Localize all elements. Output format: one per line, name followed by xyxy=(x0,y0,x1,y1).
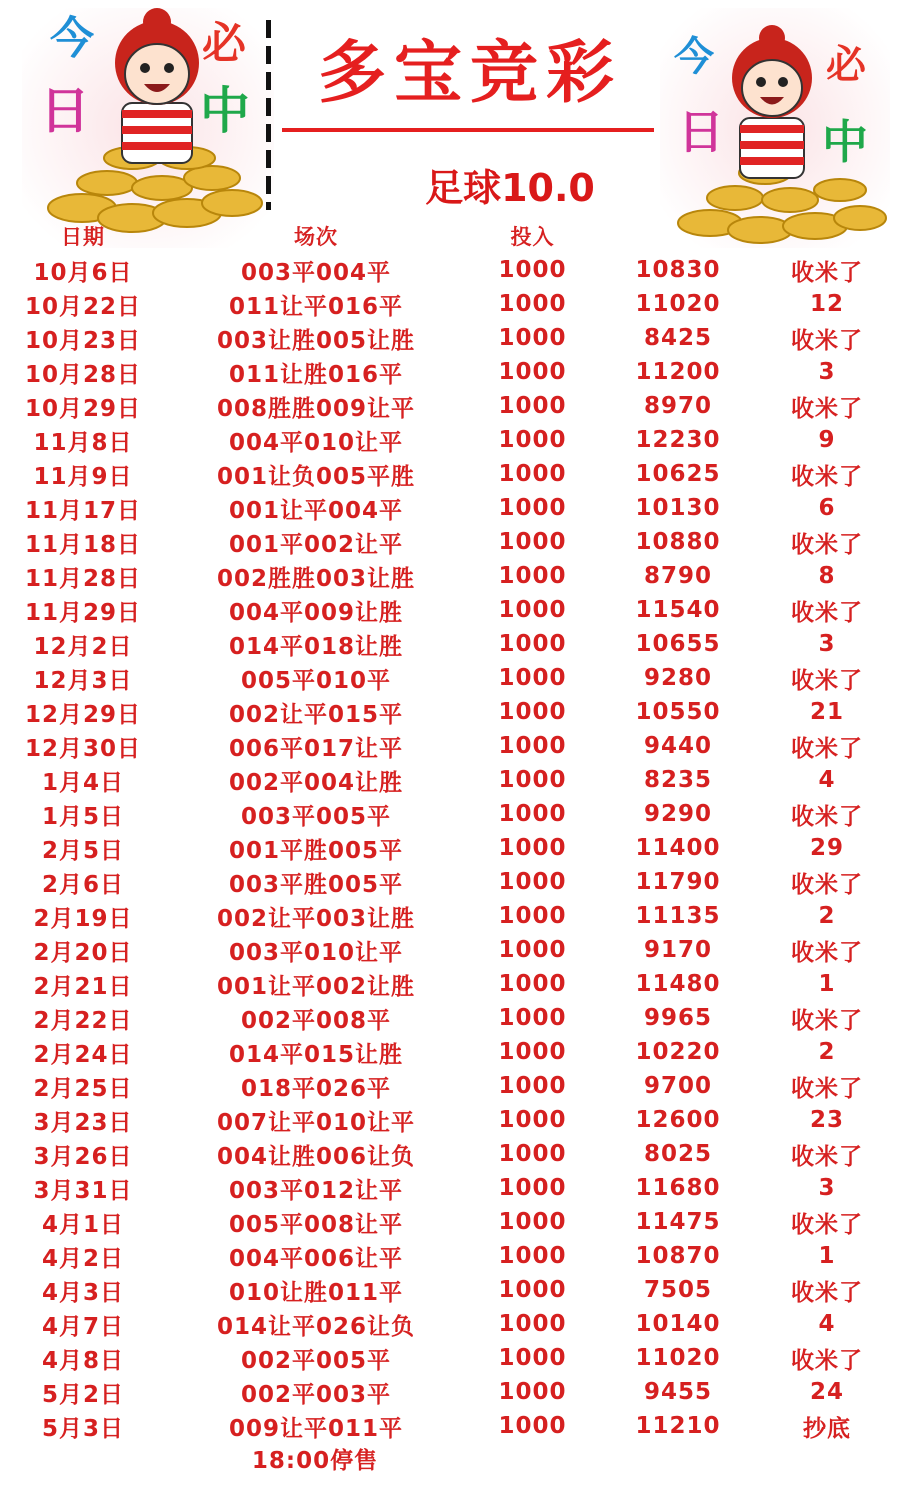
cell-date: 12月2日 xyxy=(33,633,133,660)
cell-date: 5月2日 xyxy=(41,1381,124,1408)
cell-stake: 1000 xyxy=(498,1379,567,1405)
cell-date: 3月23日 xyxy=(33,1109,133,1136)
cell-status: 9 xyxy=(818,427,836,453)
cell-stake: 1000 xyxy=(498,1277,567,1303)
cell-date: 2月22日 xyxy=(33,1007,133,1034)
cell-status: 收米了 xyxy=(791,1211,863,1238)
cell-match: 003平004平 xyxy=(240,259,392,286)
table-row xyxy=(0,1205,897,1239)
cell-stake: 1000 xyxy=(498,767,567,793)
cell-stake: 1000 xyxy=(498,597,567,623)
cell-status: 收米了 xyxy=(791,327,863,354)
cell-match: 005平010平 xyxy=(240,667,392,694)
table-row xyxy=(0,1375,897,1409)
cell-return: 10625 xyxy=(635,461,721,487)
cell-status: 23 xyxy=(809,1107,844,1133)
cell-stake: 1000 xyxy=(498,393,567,419)
cell-match: 014平015让胜 xyxy=(228,1041,404,1068)
header-match: 场次 xyxy=(294,225,338,249)
cell-match: 002平003平 xyxy=(240,1381,392,1408)
cell-status: 收米了 xyxy=(791,939,863,966)
table-row xyxy=(0,695,897,729)
cell-return: 9170 xyxy=(643,937,712,963)
cell-status: 抄底 xyxy=(803,1415,851,1442)
cell-match: 001平胜005平 xyxy=(228,837,404,864)
cell-status: 收米了 xyxy=(791,599,863,626)
cell-stake: 1000 xyxy=(498,359,567,385)
cell-match: 009让平011平 xyxy=(228,1415,404,1442)
cell-return: 11540 xyxy=(635,597,721,623)
cell-return: 9700 xyxy=(643,1073,712,1099)
table-row xyxy=(0,1137,897,1171)
cell-match: 010让胜011平 xyxy=(228,1279,404,1306)
cell-date: 11月9日 xyxy=(33,463,133,490)
cell-match: 004平010让平 xyxy=(228,429,404,456)
table-row xyxy=(0,1069,897,1103)
cell-stake: 1000 xyxy=(498,971,567,997)
table-row xyxy=(0,865,897,899)
page-title: 多宝竞彩 xyxy=(317,33,622,113)
results-table xyxy=(0,219,897,1443)
zhong-glyph: 中 xyxy=(822,115,868,169)
table-row xyxy=(0,1341,897,1375)
cell-status: 12 xyxy=(809,291,844,317)
cell-date: 2月6日 xyxy=(41,871,124,898)
cell-date: 3月31日 xyxy=(33,1177,133,1204)
cell-status: 24 xyxy=(809,1379,844,1405)
cell-date: 2月20日 xyxy=(33,939,133,966)
jin-glyph: 今 xyxy=(674,34,714,80)
cell-stake: 1000 xyxy=(498,1039,567,1065)
cell-return: 11480 xyxy=(635,971,721,997)
cell-return: 9455 xyxy=(643,1379,712,1405)
cell-return: 9965 xyxy=(643,1005,712,1031)
cell-stake: 1000 xyxy=(498,801,567,827)
cell-date: 11月28日 xyxy=(24,565,141,592)
cell-date: 2月21日 xyxy=(33,973,133,1000)
stop-sale-note: 18:00停售 xyxy=(251,1448,379,1474)
cell-status: 收米了 xyxy=(791,463,863,490)
cell-stake: 1000 xyxy=(498,427,567,453)
cell-stake: 1000 xyxy=(498,495,567,521)
cell-status: 收米了 xyxy=(791,871,863,898)
cell-match: 004平006让平 xyxy=(228,1245,404,1272)
cell-match: 005平008让平 xyxy=(228,1211,404,1238)
title-underline xyxy=(282,128,654,132)
cell-return: 11790 xyxy=(635,869,721,895)
cell-stake: 1000 xyxy=(498,1413,567,1439)
cell-match: 002平004让胜 xyxy=(228,769,404,796)
cell-return: 11475 xyxy=(635,1209,721,1235)
cell-stake: 1000 xyxy=(498,1175,567,1201)
cell-status: 收米了 xyxy=(791,1075,863,1102)
table-row xyxy=(0,253,897,287)
cell-status: 3 xyxy=(818,631,836,657)
cell-return: 8025 xyxy=(643,1141,712,1167)
cell-return: 9290 xyxy=(643,801,712,827)
cell-stake: 1000 xyxy=(498,699,567,725)
cell-match: 003平012让平 xyxy=(228,1177,404,1204)
table-row xyxy=(0,491,897,525)
cell-date: 10月23日 xyxy=(24,327,141,354)
cell-stake: 1000 xyxy=(498,1073,567,1099)
cell-return: 9280 xyxy=(643,665,712,691)
cell-return: 11400 xyxy=(635,835,721,861)
cell-date: 4月8日 xyxy=(41,1347,124,1374)
cell-stake: 1000 xyxy=(498,665,567,691)
table-row xyxy=(0,1409,897,1443)
cell-status: 收米了 xyxy=(791,1143,863,1170)
cell-status: 收米了 xyxy=(791,735,863,762)
jin-glyph: 今 xyxy=(50,13,94,64)
cell-match: 014让平026让负 xyxy=(216,1313,416,1340)
cell-date: 4月3日 xyxy=(41,1279,124,1306)
cell-stake: 1000 xyxy=(498,1107,567,1133)
cell-match: 002让平015平 xyxy=(228,701,404,728)
cell-status: 收米了 xyxy=(791,531,863,558)
table-row xyxy=(0,763,897,797)
cell-date: 4月7日 xyxy=(41,1313,124,1340)
dashed-divider xyxy=(266,20,271,210)
cell-match: 001让平002让胜 xyxy=(216,973,416,1000)
cell-stake: 1000 xyxy=(498,631,567,657)
cell-return: 8790 xyxy=(643,563,712,589)
cell-date: 11月8日 xyxy=(33,429,133,456)
cell-match: 001让负005平胜 xyxy=(216,463,416,490)
table-row xyxy=(0,559,897,593)
table-row xyxy=(0,797,897,831)
cell-status: 8 xyxy=(818,563,836,589)
cell-stake: 1000 xyxy=(498,1243,567,1269)
cell-return: 10880 xyxy=(635,529,721,555)
cell-match: 002让平003让胜 xyxy=(216,905,416,932)
cell-return: 11020 xyxy=(635,291,721,317)
table-row xyxy=(0,729,897,763)
cell-date: 4月1日 xyxy=(41,1211,124,1238)
cell-stake: 1000 xyxy=(498,733,567,759)
cell-status: 收米了 xyxy=(791,667,863,694)
table-row xyxy=(0,1171,897,1205)
cell-status: 收米了 xyxy=(791,395,863,422)
cell-status: 收米了 xyxy=(791,803,863,830)
cell-match: 014平018让胜 xyxy=(228,633,404,660)
cell-match: 008胜胜009让平 xyxy=(216,395,416,422)
table-row xyxy=(0,899,897,933)
table-row xyxy=(0,831,897,865)
table-row xyxy=(0,1035,897,1069)
cell-status: 29 xyxy=(809,835,844,861)
cell-date: 3月26日 xyxy=(33,1143,133,1170)
cell-date: 12月29日 xyxy=(24,701,141,728)
cell-status: 4 xyxy=(818,1311,836,1337)
cell-return: 12230 xyxy=(635,427,721,453)
cell-date: 10月29日 xyxy=(24,395,141,422)
cell-stake: 1000 xyxy=(498,1005,567,1031)
cell-match: 003平胜005平 xyxy=(228,871,404,898)
cell-date: 5月3日 xyxy=(41,1415,124,1442)
mascot-coins-image-left xyxy=(22,8,274,248)
cell-return: 9440 xyxy=(643,733,712,759)
cell-status: 收米了 xyxy=(791,1347,863,1374)
cell-stake: 1000 xyxy=(498,563,567,589)
cell-status: 1 xyxy=(818,1243,836,1269)
table-row xyxy=(0,661,897,695)
cell-match: 002胜胜003让胜 xyxy=(216,565,416,592)
cell-return: 10140 xyxy=(635,1311,721,1337)
cell-return: 10130 xyxy=(635,495,721,521)
cell-date: 1月5日 xyxy=(41,803,124,830)
cell-status: 2 xyxy=(818,903,836,929)
bi-glyph: 必 xyxy=(826,42,866,88)
cell-stake: 1000 xyxy=(498,869,567,895)
table-row xyxy=(0,355,897,389)
cell-stake: 1000 xyxy=(498,937,567,963)
cell-return: 11020 xyxy=(635,1345,721,1371)
cell-stake: 1000 xyxy=(498,1311,567,1337)
cell-stake: 1000 xyxy=(498,325,567,351)
table-row xyxy=(0,287,897,321)
cell-return: 10655 xyxy=(635,631,721,657)
cell-stake: 1000 xyxy=(498,1345,567,1371)
bi-glyph: 必 xyxy=(202,18,246,69)
table-row xyxy=(0,1273,897,1307)
table-row xyxy=(0,457,897,491)
page-subtitle: 足球10.0 xyxy=(425,166,595,210)
cell-return: 8235 xyxy=(643,767,712,793)
cell-date: 12月30日 xyxy=(24,735,141,762)
cell-date: 2月19日 xyxy=(33,905,133,932)
cell-date: 12月3日 xyxy=(33,667,133,694)
cell-date: 1月4日 xyxy=(41,769,124,796)
cell-return: 10550 xyxy=(635,699,721,725)
cell-return: 10830 xyxy=(635,257,721,283)
cell-date: 2月24日 xyxy=(33,1041,133,1068)
table-row xyxy=(0,1307,897,1341)
cell-match: 001平002让平 xyxy=(228,531,404,558)
cell-match: 004平009让胜 xyxy=(228,599,404,626)
cell-match: 003平005平 xyxy=(240,803,392,830)
cell-status: 收米了 xyxy=(791,259,863,286)
cell-match: 004让胜006让负 xyxy=(216,1143,416,1170)
table-row xyxy=(0,1103,897,1137)
table-row xyxy=(0,1001,897,1035)
cell-return: 11135 xyxy=(635,903,721,929)
cell-match: 001让平004平 xyxy=(228,497,404,524)
table-row xyxy=(0,593,897,627)
ri-glyph: 日 xyxy=(678,105,724,159)
cell-date: 10月28日 xyxy=(24,361,141,388)
cell-match: 006平017让平 xyxy=(228,735,404,762)
cell-stake: 1000 xyxy=(498,1209,567,1235)
ri-glyph: 日 xyxy=(40,82,90,140)
cell-date: 11月18日 xyxy=(24,531,141,558)
cell-return: 11210 xyxy=(635,1413,721,1439)
cell-match: 003让胜005让胜 xyxy=(216,327,416,354)
cell-match: 007让平010让平 xyxy=(216,1109,416,1136)
cell-stake: 1000 xyxy=(498,529,567,555)
cell-return: 11200 xyxy=(635,359,721,385)
cell-date: 4月2日 xyxy=(41,1245,124,1272)
cell-status: 2 xyxy=(818,1039,836,1065)
cell-stake: 1000 xyxy=(498,291,567,317)
cell-status: 收米了 xyxy=(791,1279,863,1306)
cell-date: 10月22日 xyxy=(24,293,141,320)
table-row xyxy=(0,525,897,559)
cell-status: 3 xyxy=(818,359,836,385)
cell-match: 002平008平 xyxy=(240,1007,392,1034)
header-stake: 投入 xyxy=(510,225,555,249)
cell-return: 7505 xyxy=(643,1277,712,1303)
cell-status: 3 xyxy=(818,1175,836,1201)
cell-date: 11月17日 xyxy=(24,497,141,524)
cell-status: 1 xyxy=(818,971,836,997)
cell-return: 11680 xyxy=(635,1175,721,1201)
cell-return: 10220 xyxy=(635,1039,721,1065)
mascot-coins-image-right xyxy=(660,8,897,248)
cell-match: 018平026平 xyxy=(240,1075,392,1102)
cell-match: 011让胜016平 xyxy=(228,361,404,388)
cell-date: 10月6日 xyxy=(33,259,133,286)
cell-return: 8970 xyxy=(643,393,712,419)
cell-date: 2月5日 xyxy=(41,837,124,864)
table-row xyxy=(0,389,897,423)
cell-status: 收米了 xyxy=(791,1007,863,1034)
cell-date: 11月29日 xyxy=(24,599,141,626)
table-row xyxy=(0,1239,897,1273)
cell-status: 6 xyxy=(818,495,836,521)
cell-return: 12600 xyxy=(635,1107,721,1133)
table-row xyxy=(0,967,897,1001)
zhong-glyph: 中 xyxy=(200,82,250,140)
cell-date: 2月25日 xyxy=(33,1075,133,1102)
cell-return: 8425 xyxy=(643,325,712,351)
cell-stake: 1000 xyxy=(498,1141,567,1167)
cell-match: 002平005平 xyxy=(240,1347,392,1374)
cell-return: 10870 xyxy=(635,1243,721,1269)
cell-stake: 1000 xyxy=(498,461,567,487)
cell-status: 21 xyxy=(809,699,844,725)
header-date: 日期 xyxy=(61,225,105,249)
table-header xyxy=(0,219,897,253)
cell-stake: 1000 xyxy=(498,835,567,861)
cell-match: 003平010让平 xyxy=(228,939,404,966)
table-row xyxy=(0,627,897,661)
cell-stake: 1000 xyxy=(498,903,567,929)
cell-match: 011让平016平 xyxy=(228,293,404,320)
table-row xyxy=(0,933,897,967)
table-row xyxy=(0,423,897,457)
cell-stake: 1000 xyxy=(498,257,567,283)
cell-status: 4 xyxy=(818,767,836,793)
table-row xyxy=(0,321,897,355)
